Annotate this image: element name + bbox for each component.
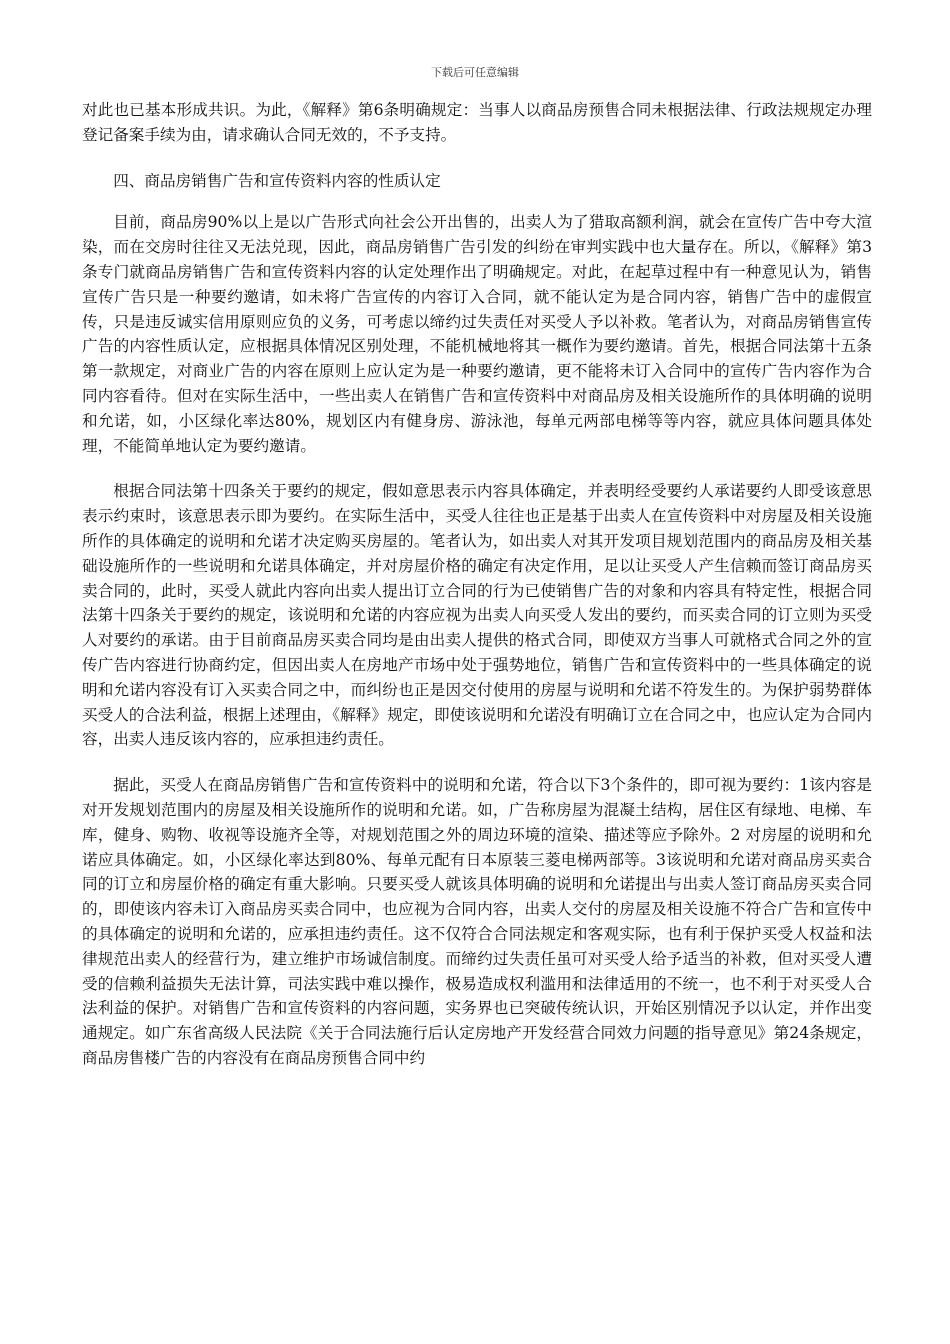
- paragraph-continuation: 对此也已基本形成共识。为此，《解释》第6条明确规定：当事人以商品房预售合同未根据法律、行政法规规定办理登记备案手续为由，请求确认合同无效的，不予支持。: [82, 101, 872, 144]
- paragraph: 目前，商品房90%以上是以广告形式向社会公开出售的，出卖人为了猎取高额利润，就会在宣传广告中夸大渲染，而在交房时往往又无法兑现，因此，商品房销售广告引发的纠纷在审判实践中也大量存在。所以，《解释》第3条专门就商品房销售广告和宣传资料内容的认定处理作出了明确规定。对此，在起草过程中有一种意见认为，销售宣传广告只是一种要约邀请，如未将广告宣传的内容订入合同，就不能认定为是合同内容，销售广告中的虚假宣传，只是违反诚实信用原则应负的义务，可考虑以缔约过失责任对买受人予以补救。笔者认为，对商品房销售宣传广告的内容性质认定，应根据具体情况区别处理，不能机械地将其一概作为要约邀请。首先，根据合同法第十五条第一款规定，对商业广告的内容在原则上应认定为是一种要约邀请，更不能将未订入合同中的宣传广告内容作为合同内容看待。但对在实际生活中，一些出卖人在销售广告和宣传资料中对商品房及相关设施所作的具体明确的说明和允诺，如，小区绿化率达80%，规划区内有健身房、游泳池，每单元两部电梯等等内容，就应具体问题具体处理，不能简单地认定为要约邀请。: [82, 213, 872, 455]
- section-heading: 四、商品房销售广告和宣传资料内容的性质认定: [113, 171, 441, 190]
- paragraph: 据此，买受人在商品房销售广告和宣传资料中的说明和允诺，符合以下3个条件的，即可视为要约：1该内容是对开发规划范围内的房屋及相关设施所作的说明和允诺。如，广告称房屋为混凝土结构，居住区有绿地、电梯、车库，健身、购物、收视等设施齐全等，对规划范围之外的周边环境的渲染、描述等应予除外。2 对房屋的说明和允诺应具体确定。如，小区绿化率达到80%、每单元配有日本原装三菱电梯两部等。3该说明和允诺对商品房买卖合同的订立和房屋价格的确定有重大影响。只要买受人就该具体明确的说明和允诺提出与出卖人签订商品房买卖合同的，即使该内容未订入商品房买卖合同中，也应视为合同内容，出卖人交付的房屋及相关设施不符合广告和宣传中的具体确定的说明和允诺的，应承担违约责任。这不仅符合合同法规定和客观实际，也有利于保护买受人权益和法律规范出卖人的经营行为，建立维护市场诚信制度。而缔约过失责任虽可对买受人给予适当的补救，但对买受人遭受的信赖利益损失无法计算，司法实践中难以操作，极易造成权利滥用和法律适用的不统一，也不利于对买受人合法利益的保护。对销售广告和宣传资料的内容问题，实务界也已突破传统认识，开始区别情况予以认定，并作出变通规定。如广东省高级人民法院《关于合同法施行后认定房地产开发经营合同效力问题的指导意见》第24条规定，商品房售楼广告的内容没有在商品房预售合同中约: [82, 776, 872, 1067]
- paragraph: 根据合同法第十四条关于要约的规定，假如意思表示内容具体确定，并表明经受要约人承诺要约人即受该意思表示约束时，该意思表示即为要约。在实际生活中，买受人往往也正是基于出卖人在宣传资料中对房屋及相关设施所作的具体确定的说明和允诺才决定购买房屋的。笔者认为，如出卖人对其开发项目规划范围内的商品房及相关基础设施所作的一些说明和允诺具体确定，并对房屋价格的确定有决定作用，足以让买受人产生信赖而签订商品房买卖合同的，此时，买受人就此内容向出卖人提出订立合同的行为已使销售广告的对象和内容具有特定性，根据合同法第十四条关于要约的规定，该说明和允诺的内容应视为出卖人向买受人发出的要约，而买卖合同的订立则为买受人对要约的承诺。由于目前商品房买卖合同均是由出卖人提供的格式合同，即使双方当事人可就格式合同之外的宣传广告内容进行协商约定，但因出卖人在房地产市场中处于强势地位，销售广告和宣传资料中的一些具体确定的说明和允诺内容没有订入买卖合同之中，而纠纷也正是因交付使用的房屋与说明和允诺不符发生的。为保护弱势群体买受人的合法利益，根据上述理由，《解释》规定，即使该说明和允诺没有明确订立在合同之中，也应认定为合同内容，出卖人违反该内容的，应承担违约责任。: [82, 482, 872, 749]
- page-header: 下载后可任意编辑: [431, 66, 519, 79]
- document-body: [82, 98, 872, 1092]
